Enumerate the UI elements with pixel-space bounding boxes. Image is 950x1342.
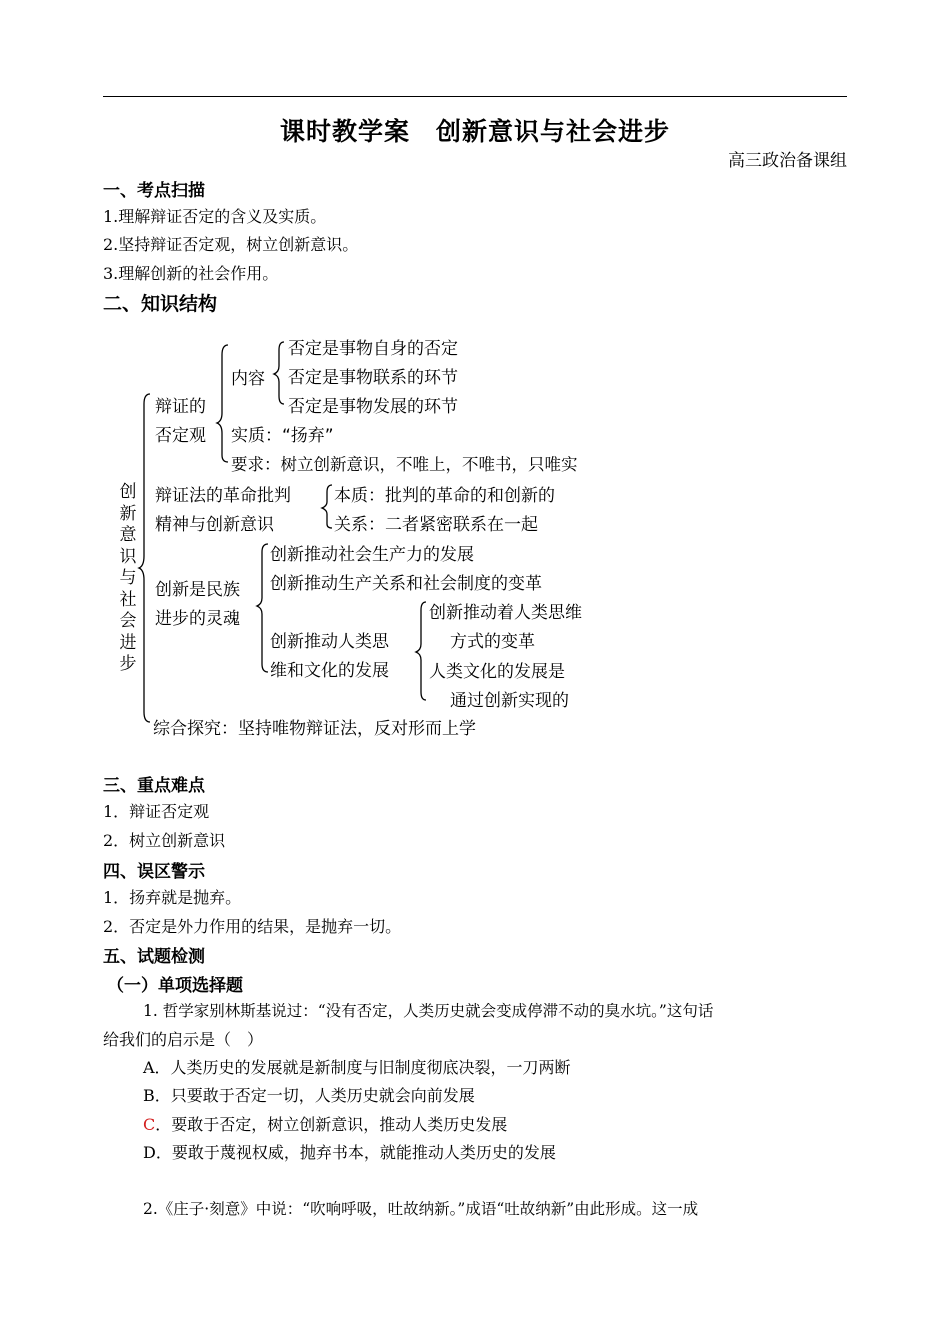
b2-item-2: 关系：二者紧密联系在一起 xyxy=(334,515,538,535)
b3-sub-item-3: 人类文化的发展是 xyxy=(429,662,565,682)
b2-label-2: 精神与创新意识 xyxy=(155,515,274,535)
root-char: 社 xyxy=(119,589,137,610)
section-4-heading: 四、误区警示 xyxy=(103,862,205,882)
root-char: 会 xyxy=(119,611,137,631)
b1-requirement: 要求：树立创新意识，不唯上，不唯书，只唯实 xyxy=(231,455,578,474)
b3-label-1: 创新是民族 xyxy=(155,580,240,600)
s1-item-3: 3.理解创新的社会作用。 xyxy=(103,264,279,283)
b2-label-1: 辩证法的革命批判 xyxy=(155,486,291,506)
b1-essence: 实质：“扬弃” xyxy=(231,426,334,446)
s3-item-1: 1．辩证否定观 xyxy=(103,802,210,821)
section-2-heading: 二、知识结构 xyxy=(103,293,218,315)
b3-sub-item-4: 通过创新实现的 xyxy=(450,691,569,711)
q1-option-b: B．只要敢于否定一切，人类历史就会向前发展 xyxy=(143,1086,475,1105)
b1-content-label: 内容 xyxy=(231,369,265,389)
s1-item-1: 1.理解辩证否定的含义及实质。 xyxy=(103,207,327,226)
root-char: 步 xyxy=(119,654,137,674)
q1-option-c-text: ．要敢于否定，树立创新意识，推动人类历史发展 xyxy=(155,1115,508,1134)
b1-content-3: 否定是事物发展的环节 xyxy=(288,397,458,417)
b3-sub-label-2: 维和文化的发展 xyxy=(270,661,389,681)
b3-item-2: 创新推动生产关系和社会制度的变革 xyxy=(270,574,542,594)
root-char: 识 xyxy=(119,546,137,567)
b3-sub-item-2: 方式的变革 xyxy=(450,632,535,652)
section-5-heading: 五、试题检测 xyxy=(103,947,205,967)
author-line: 高三政治备课组 xyxy=(728,151,847,171)
b1-content-1: 否定是事物自身的否定 xyxy=(288,339,458,359)
b4-label: 综合探究：坚持唯物辩证法，反对形而上学 xyxy=(153,719,476,739)
diagram-root-label xyxy=(118,482,138,676)
q1-stem-line-2: 给我们的启示是（ ） xyxy=(103,1030,264,1049)
page-title: 课时教学案 创新意识与社会进步 xyxy=(279,117,670,146)
root-char: 新 xyxy=(119,503,137,524)
section-1-heading: 一、考点扫描 xyxy=(103,181,205,201)
b1-label-2: 否定观 xyxy=(155,426,206,446)
q1-option-a: A．人类历史的发展就是新制度与旧制度彻底决裂，一刀两断 xyxy=(143,1058,571,1077)
b3-label-2: 进步的灵魂 xyxy=(155,609,240,629)
q1-option-c xyxy=(143,1112,507,1135)
root-char: 与 xyxy=(119,568,137,588)
s1-item-2: 2.坚持辩证否定观，树立创新意识。 xyxy=(103,235,359,254)
q1-option-c-letter: C xyxy=(143,1115,156,1134)
q1-option-d: D．要敢于蔑视权威，抛弃书本，就能推动人类历史的发展 xyxy=(143,1143,556,1162)
q2-stem-line-1: 2.《庄子·刻意》中说：“吹响呼吸，吐故纳新。”成语“吐故纳新”由此形成。这一成 xyxy=(143,1200,699,1218)
q1-stem-line-1: 1. 哲学家别林斯基说过：“没有否定，人类历史就会变成停滞不动的臭水坑。”这句话 xyxy=(143,1002,714,1020)
section-5-subheading: （一）单项选择题 xyxy=(107,976,243,996)
section-3-heading: 三、重点难点 xyxy=(103,776,205,796)
root-char: 进 xyxy=(119,632,137,653)
s4-item-1: 1．扬弃就是抛弃。 xyxy=(103,888,242,907)
root-char: 创 xyxy=(119,482,137,502)
b1-content-2: 否定是事物联系的环节 xyxy=(288,368,458,388)
b2-item-1: 本质：批判的革命的和创新的 xyxy=(334,486,555,506)
root-char: 意 xyxy=(119,525,137,545)
s3-item-2: 2．树立创新意识 xyxy=(103,831,226,850)
s4-item-2: 2．否定是外力作用的结果，是抛弃一切。 xyxy=(103,917,402,936)
b3-sub-label-1: 创新推动人类思 xyxy=(270,632,389,652)
b3-item-1: 创新推动社会生产力的发展 xyxy=(270,545,474,565)
b3-sub-item-1: 创新推动着人类思维 xyxy=(429,603,582,623)
b1-label-1: 辩证的 xyxy=(155,397,206,417)
